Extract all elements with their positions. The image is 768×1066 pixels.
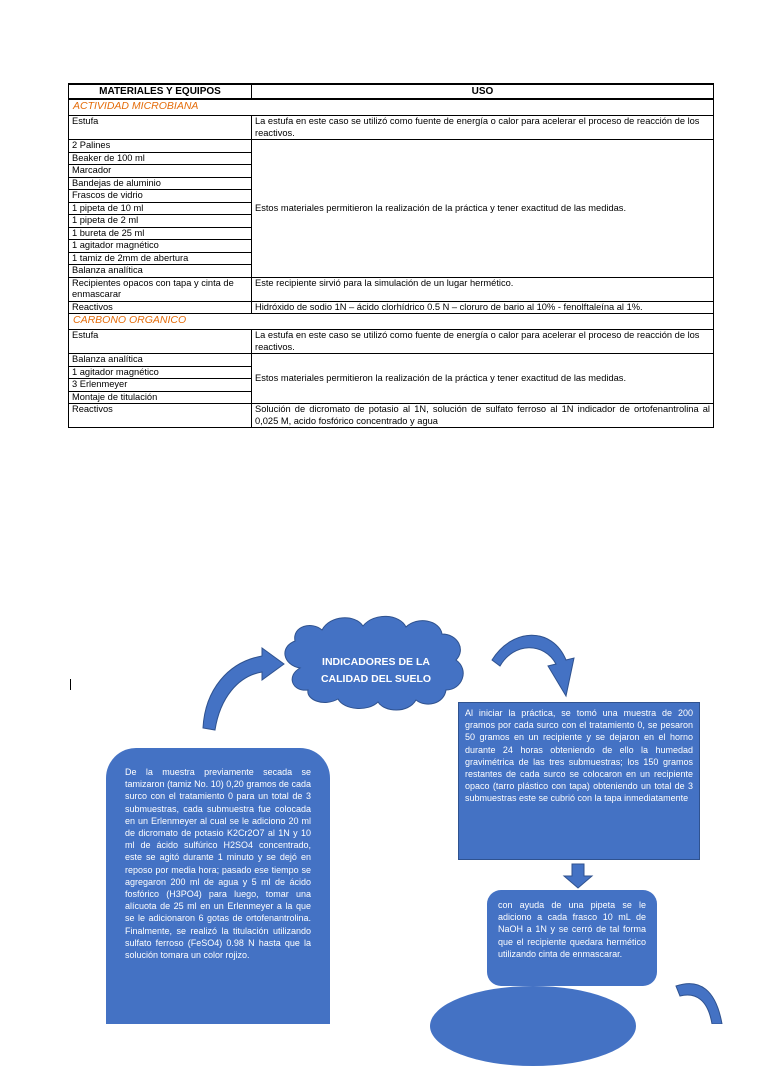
header-materiales: MATERIALES Y EQUIPOS: [69, 84, 252, 99]
section-title: CARBONO ORGANICO: [69, 314, 714, 330]
material-cell: 2 Palines: [69, 140, 252, 153]
uso-cell: Estos materiales permitieron la realización de la práctica y tener exactitud de las medidas.: [252, 140, 714, 278]
material-cell: 1 pipeta de 2 ml: [69, 215, 252, 228]
material-cell: 1 agitador magnético: [69, 240, 252, 253]
cloud-title: INDICADORES DE LA CALIDAD DEL SUELO: [320, 656, 432, 685]
bottom-right-curved-arrow: [676, 984, 722, 1024]
table-row: [69, 330, 714, 354]
material-cell: Montaje de titulación: [69, 391, 252, 404]
table-row: [69, 140, 714, 153]
material-cell: Balanza analítica: [69, 354, 252, 367]
right-curved-arrow: [492, 635, 574, 696]
down-arrow: [564, 864, 592, 888]
material-cell: 1 bureta de 25 ml: [69, 227, 252, 240]
header-uso: USO: [252, 84, 714, 99]
table-row: [69, 277, 714, 301]
uso-cell: La estufa en este caso se utilizó como fuente de energía o calor para acelerar el proceso de reacción de los reactivos.: [252, 330, 714, 354]
mid-process-box: con ayuda de una pipeta se le adiciono a cada frasco 10 mL de NaOH a 1N y se cerró de tal forma que el recipiente quedara hermético utilizando cinta de enmascarar.: [487, 890, 657, 986]
uso-cell: Este recipiente sirvió para la simulación de un lugar hermético.: [252, 277, 714, 301]
section-title: ACTIVIDAD MICROBIANA: [69, 99, 714, 116]
table-row: [69, 116, 714, 140]
uso-cell: La estufa en este caso se utilizó como fuente de energía o calor para acelerar el proceso de reacción de los reactivos.: [252, 116, 714, 140]
material-cell: 1 agitador magnético: [69, 366, 252, 379]
bottom-ellipse-shape: [430, 986, 636, 1066]
material-cell: Bandejas de aluminio: [69, 177, 252, 190]
material-cell: Estufa: [69, 116, 252, 140]
uso-cell: Hidróxido de sodio 1N – ácido clorhídrico 0.5 N – cloruro de bario al 10% - fenolftaleína al 1%.: [252, 301, 714, 314]
material-cell: Reactivos: [69, 301, 252, 314]
material-cell: 1 tamiz de 2mm de abertura: [69, 252, 252, 265]
material-cell: Recipientes opacos con tapa y cinta de enmascarar: [69, 277, 252, 301]
table-row: [69, 354, 714, 367]
table-header-row: [69, 84, 714, 99]
table-row: [69, 404, 714, 428]
left-process-box: De la muestra previamente secada se tamizaron (tamiz No. 10) 0,20 gramos de cada surco con el tratamiento 0 para un total de 3 submuestras, cada submuestra fue colocada en un Erlenmeyer al cual se le adiciono 20 ml de dicromato de potasio K2Cr2O7 al 1N y 10 ml de ácido sulfúrico H2SO4 concentrado, este se agitó durante 1 minuto y se dejó en reposo por media hora; pasado ese tiempo se agregaron 200 ml de agua y 5 ml de ácido fosfórico (H3PO4) para luego, tomar una alícuota de 25 ml en un Erlenmeyer a la que se le adicionaron 6 gotas de ortofenantrolina. Finalmente, se realizó la titulación utilizando sulfato ferroso (FeSO4) 0.98 N hasta que la solución tomara un color rojizo.: [106, 748, 330, 1024]
material-cell: Marcador: [69, 165, 252, 178]
right-process-box: Al iniciar la práctica, se tomó una muestra de 200 gramos por cada surco con el tratamiento 0, se pesaron 50 gramos en un recipiente y se dejaron en el horno durante 24 horas obteniendo de ello la humedad gravimétrica de las tres submuestras; los 150 gramos restantes de cada surco se colocaron en un recipiente opaco (tarro plástico con tapa) obteniendo un total de 3 submuestras este se cubrió con la tapa inmediatamente: [458, 702, 700, 860]
material-cell: 1 pipeta de 10 ml: [69, 202, 252, 215]
uso-cell: Solución de dicromato de potasio al 1N, solución de sulfato ferroso al 1N indicador de ortofenantrolina al 0,025 M, acido fosfórico concentrado y agua: [252, 404, 714, 428]
section-actividad-microbiana: [69, 99, 714, 116]
section-carbono-organico: [69, 314, 714, 330]
material-cell: Beaker de 100 ml: [69, 152, 252, 165]
material-cell: 3 Erlenmeyer: [69, 379, 252, 392]
left-curved-arrow: [203, 648, 284, 730]
material-cell: Reactivos: [69, 404, 252, 428]
table-row: [69, 301, 714, 314]
uso-cell: Estos materiales permitieron la realización de la práctica y tener exactitud de las medidas.: [252, 354, 714, 404]
material-cell: Balanza analítica: [69, 265, 252, 278]
materials-table: [68, 83, 714, 428]
material-cell: Frascos de vidrio: [69, 190, 252, 203]
material-cell: Estufa: [69, 330, 252, 354]
